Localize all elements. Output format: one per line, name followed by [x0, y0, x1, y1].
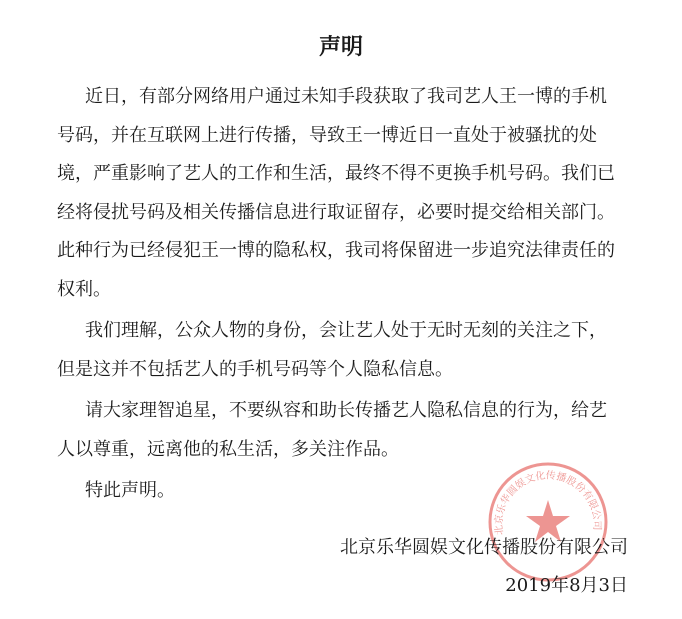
text-line: 权利。 — [57, 278, 111, 300]
text-line: 人以尊重，远离他的私生活，多关注作品。 — [57, 438, 399, 460]
text-line: 近日，有部分网络用户通过未知手段获取了我司艺人王一博的手机 — [85, 86, 607, 107]
company-name: 北京乐华圆娱文化传播股份有限公司 — [340, 537, 628, 558]
text-line: 我们理解，公众人物的身份，会让艺人处于无时无刻的关注之下， — [85, 320, 607, 341]
text-line: 请大家理智追星，不要纵容和助长传播艺人隐私信息的行为，给艺 — [85, 400, 607, 421]
text-line: 此种行为已经侵犯王一博的隐私权，我司将保留进一步追究法律责任的 — [57, 240, 615, 261]
paragraph-1 — [57, 78, 637, 309]
document-title: 声明 — [318, 35, 363, 60]
company-seal — [486, 460, 610, 584]
paragraph-2 — [57, 312, 637, 389]
svg-text:北京乐华圆娱文化传播股份有限公司: 北京乐华圆娱文化传播股份有限公司 — [493, 470, 603, 536]
text-line: 特此声明。 — [85, 480, 175, 501]
text-line: 但是这并不包括艺人的手机号码等个人隐私信息。 — [57, 358, 453, 380]
signature-date: 2019年8月3日 — [505, 575, 628, 596]
document-body — [57, 78, 637, 514]
text-line: 境，严重影响了艺人的工作和生活，最终不得不更换手机号码。我们已 — [57, 163, 615, 184]
paragraph-3 — [57, 392, 637, 469]
text-line: 号码，并在互联网上进行传播，导致王一博近日一直处于被骚扰的处 — [57, 124, 597, 146]
text-line: 经将侵扰号码及相关传播信息进行取证留存，必要时提交给相关部门。 — [57, 201, 615, 223]
